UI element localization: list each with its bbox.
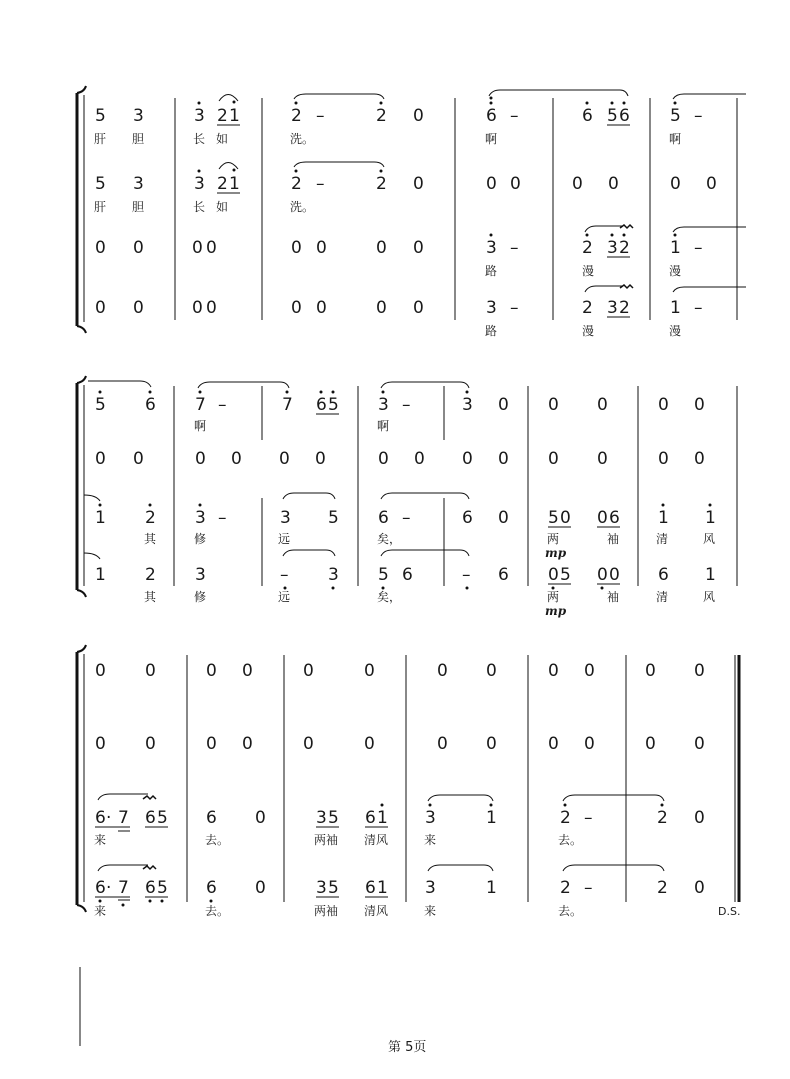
part-bass	[94, 865, 705, 918]
note: 0	[706, 174, 717, 194]
note: 0	[95, 734, 106, 754]
note: 6	[619, 106, 630, 126]
note: 1	[670, 238, 681, 258]
lyric: 去。	[205, 833, 230, 847]
note: 3	[133, 174, 144, 194]
dynamic-marking: mp	[545, 546, 567, 560]
note: 6	[316, 395, 327, 415]
note: 5	[328, 508, 339, 528]
note: 0	[133, 298, 144, 318]
note: 0	[548, 449, 559, 469]
note: 5	[157, 808, 168, 828]
lyric: 漫	[582, 264, 595, 278]
note: 6	[365, 808, 376, 828]
lyric: 清风	[364, 904, 389, 918]
part-soprano	[94, 90, 746, 146]
note: 6	[582, 106, 593, 126]
note: 0	[376, 238, 387, 258]
note: 0	[206, 734, 217, 754]
part-soprano	[88, 381, 705, 433]
lyric: 啊	[194, 419, 207, 433]
note: 6	[95, 808, 106, 828]
note: 1	[486, 878, 497, 898]
system-3	[77, 645, 740, 918]
note: 2	[291, 174, 302, 194]
note: 0	[133, 449, 144, 469]
note: 0	[584, 661, 595, 681]
note: 0	[195, 449, 206, 469]
note: 0	[279, 449, 290, 469]
note: 0	[413, 298, 424, 318]
note: 7	[282, 395, 293, 415]
lyric: 路	[485, 264, 498, 278]
note: 0	[255, 878, 266, 898]
note: 2	[217, 106, 228, 126]
lyric: 胆	[132, 200, 145, 214]
lyric: 来	[424, 904, 437, 918]
part-tenor	[95, 225, 746, 278]
lyric: 清	[656, 590, 669, 604]
lyric: 路	[485, 324, 498, 338]
note: 2	[657, 878, 668, 898]
note: 5	[328, 808, 339, 828]
lyric: 其	[144, 590, 157, 604]
note: 5	[328, 878, 339, 898]
note: –	[694, 298, 703, 318]
note: –	[402, 395, 411, 415]
system-1	[77, 86, 746, 338]
note: ·	[106, 808, 112, 828]
note: 0	[560, 508, 571, 528]
note: 0	[364, 734, 375, 754]
lyric: 其	[144, 532, 157, 546]
note: 0	[548, 395, 559, 415]
note: 0	[597, 449, 608, 469]
note: 5	[670, 106, 681, 126]
note: 3	[486, 298, 497, 318]
note: –	[316, 106, 325, 126]
lyric: 啊	[377, 419, 390, 433]
part-alto	[95, 449, 705, 469]
note: 2	[582, 298, 593, 318]
note: 0	[303, 661, 314, 681]
note: 3	[378, 395, 389, 415]
note: –	[402, 508, 411, 528]
note: 0	[597, 395, 608, 415]
lyric: 风	[703, 590, 716, 604]
note: 0	[413, 238, 424, 258]
note: 1	[705, 565, 716, 585]
note: –	[694, 238, 703, 258]
note: 1	[229, 106, 240, 126]
note: –	[218, 508, 227, 528]
lyric: 清	[656, 532, 669, 546]
note: 5	[95, 395, 106, 415]
note: 0	[364, 661, 375, 681]
note: 0	[670, 174, 681, 194]
note: 6	[462, 508, 473, 528]
note: 0	[486, 734, 497, 754]
note: 0	[645, 734, 656, 754]
note: 5	[548, 508, 559, 528]
lyric: 矣，	[377, 590, 402, 604]
note: –	[462, 565, 471, 585]
note: 0	[498, 395, 509, 415]
note: 0	[510, 174, 521, 194]
note: 0	[548, 565, 559, 585]
note: 0	[192, 298, 203, 318]
note: 0	[498, 449, 509, 469]
note: 3	[133, 106, 144, 126]
note: –	[280, 565, 289, 585]
note: 1	[229, 174, 240, 194]
lyric: 长	[193, 132, 206, 146]
dynamic-marking: mp	[545, 604, 567, 618]
lyric: 去。	[558, 904, 583, 918]
note: –	[510, 298, 519, 318]
lyric: 来	[94, 833, 107, 847]
note: 5	[560, 565, 571, 585]
lyric: 去。	[205, 904, 230, 918]
note: 0	[145, 661, 156, 681]
note: 0	[242, 734, 253, 754]
note: 0	[658, 395, 669, 415]
lyric: 洗。	[290, 132, 315, 146]
lyric: 矣，	[377, 532, 402, 546]
note: 0	[548, 661, 559, 681]
note: 3	[316, 808, 327, 828]
note: 2	[560, 878, 571, 898]
note: 3	[194, 106, 205, 126]
lyric: 漫	[669, 324, 682, 338]
note: –	[218, 395, 227, 415]
note: 6	[145, 395, 156, 415]
lyric: 来	[94, 904, 107, 918]
note: 0	[206, 661, 217, 681]
note: 1	[670, 298, 681, 318]
note: 0	[486, 661, 497, 681]
part-tenor	[94, 794, 705, 847]
note: 0	[316, 238, 327, 258]
lyric: 啊	[669, 132, 682, 146]
note: 0	[413, 174, 424, 194]
note: 0	[316, 298, 327, 318]
lyric: 如	[216, 200, 229, 214]
part-soprano	[95, 661, 705, 681]
lyric: 长	[193, 200, 206, 214]
part-bass	[84, 550, 716, 618]
part-bass	[95, 285, 746, 338]
note: 5	[378, 565, 389, 585]
note: 1	[486, 808, 497, 828]
note: 5	[157, 878, 168, 898]
note: 0	[645, 661, 656, 681]
note: 0	[291, 298, 302, 318]
note: 2	[145, 565, 156, 585]
note: –	[510, 106, 519, 126]
note: 3	[425, 878, 436, 898]
note: –	[584, 808, 593, 828]
note: 0	[376, 298, 387, 318]
part-alto	[94, 162, 717, 214]
note: 0	[437, 734, 448, 754]
note: 3	[462, 395, 473, 415]
note: 0	[95, 449, 106, 469]
lyric: 两	[547, 532, 560, 546]
note: 6	[145, 808, 156, 828]
note: 0	[658, 449, 669, 469]
note: 2	[376, 106, 387, 126]
note: 0	[95, 298, 106, 318]
note: 1	[705, 508, 716, 528]
note: 6	[365, 878, 376, 898]
note: 0	[414, 449, 425, 469]
note: 0	[694, 661, 705, 681]
note: 0	[133, 238, 144, 258]
note: 0	[462, 449, 473, 469]
note: 1	[95, 565, 106, 585]
note: 0	[572, 174, 583, 194]
lyric: 两袖	[314, 833, 339, 847]
note: 6	[609, 508, 620, 528]
note: 0	[486, 174, 497, 194]
note: 3	[280, 508, 291, 528]
note: 2	[619, 238, 630, 258]
note: 0	[609, 565, 620, 585]
note: 0	[498, 508, 509, 528]
note: 3	[607, 238, 618, 258]
note: 3	[425, 808, 436, 828]
lyric: 啊	[485, 132, 498, 146]
note: 0	[694, 734, 705, 754]
note: 0	[192, 238, 203, 258]
lyric: 风	[703, 532, 716, 546]
note: 0	[548, 734, 559, 754]
note: 6	[378, 508, 389, 528]
note: 2	[145, 508, 156, 528]
lyric: 袖	[607, 590, 620, 604]
lyric: 胆	[132, 132, 145, 146]
lyric: 来	[424, 833, 437, 847]
lyric: 清风	[364, 833, 389, 847]
note: 0	[608, 174, 619, 194]
note: 3	[195, 508, 206, 528]
note: 5	[95, 174, 106, 194]
note: 1	[377, 808, 388, 828]
note: 2	[217, 174, 228, 194]
note: –	[584, 878, 593, 898]
note: 1	[377, 878, 388, 898]
lyric: 远	[278, 532, 291, 546]
lyric: 两	[547, 590, 560, 604]
note: 2	[560, 808, 571, 828]
note: 0	[694, 449, 705, 469]
note: 0	[597, 565, 608, 585]
lyric: 修	[194, 532, 207, 546]
note: –	[510, 238, 519, 258]
lyric: 漫	[669, 264, 682, 278]
note: 0	[694, 808, 705, 828]
note: 3	[194, 174, 205, 194]
note: 1	[658, 508, 669, 528]
note: 7	[118, 808, 129, 828]
note: 0	[694, 878, 705, 898]
note: –	[316, 174, 325, 194]
note: 7	[118, 878, 129, 898]
note: 2	[376, 174, 387, 194]
note: 6	[206, 878, 217, 898]
note: 2	[619, 298, 630, 318]
note: 2	[657, 808, 668, 828]
part-alto	[95, 734, 705, 754]
note: ·	[106, 878, 112, 898]
note: 3	[195, 565, 206, 585]
system-2	[77, 376, 737, 618]
note: 0	[145, 734, 156, 754]
note: 6	[145, 878, 156, 898]
note: 5	[328, 395, 339, 415]
note: 2	[291, 106, 302, 126]
note: 0	[206, 238, 217, 258]
note: 0	[694, 395, 705, 415]
note: 7	[195, 395, 206, 415]
note: 6	[206, 808, 217, 828]
note: 0	[315, 449, 326, 469]
note: 0	[584, 734, 595, 754]
note: 3	[607, 298, 618, 318]
note: 5	[607, 106, 618, 126]
note: 3	[316, 878, 327, 898]
note: 0	[413, 106, 424, 126]
lyric: 漫	[582, 324, 595, 338]
lyric: 肝	[94, 132, 107, 146]
note: 3	[486, 238, 497, 258]
lyric: 如	[216, 132, 229, 146]
page-number: 第 5页	[388, 1040, 427, 1055]
lyric: 肝	[94, 200, 107, 214]
note: 0	[95, 661, 106, 681]
lyric: 修	[194, 590, 207, 604]
lyric: 远	[278, 590, 291, 604]
lyric: 去。	[558, 833, 583, 847]
note: 2	[582, 238, 593, 258]
note: 0	[255, 808, 266, 828]
note: 0	[95, 238, 106, 258]
note: 0	[303, 734, 314, 754]
note: 0	[437, 661, 448, 681]
note: 6	[402, 565, 413, 585]
note: 3	[328, 565, 339, 585]
lyric: 两袖	[314, 904, 339, 918]
note: 0	[291, 238, 302, 258]
note: 6	[95, 878, 106, 898]
note: 6	[498, 565, 509, 585]
note: 0	[206, 298, 217, 318]
note: 0	[242, 661, 253, 681]
note: 1	[95, 508, 106, 528]
note: –	[694, 106, 703, 126]
lyric: 袖	[607, 532, 620, 546]
note: 6	[486, 106, 497, 126]
lyric: 洗。	[290, 200, 315, 214]
note: 6	[658, 565, 669, 585]
dal-segno-mark: D.S.	[718, 905, 741, 918]
note: 0	[597, 508, 608, 528]
note: 5	[95, 106, 106, 126]
note: 0	[231, 449, 242, 469]
note: 0	[378, 449, 389, 469]
